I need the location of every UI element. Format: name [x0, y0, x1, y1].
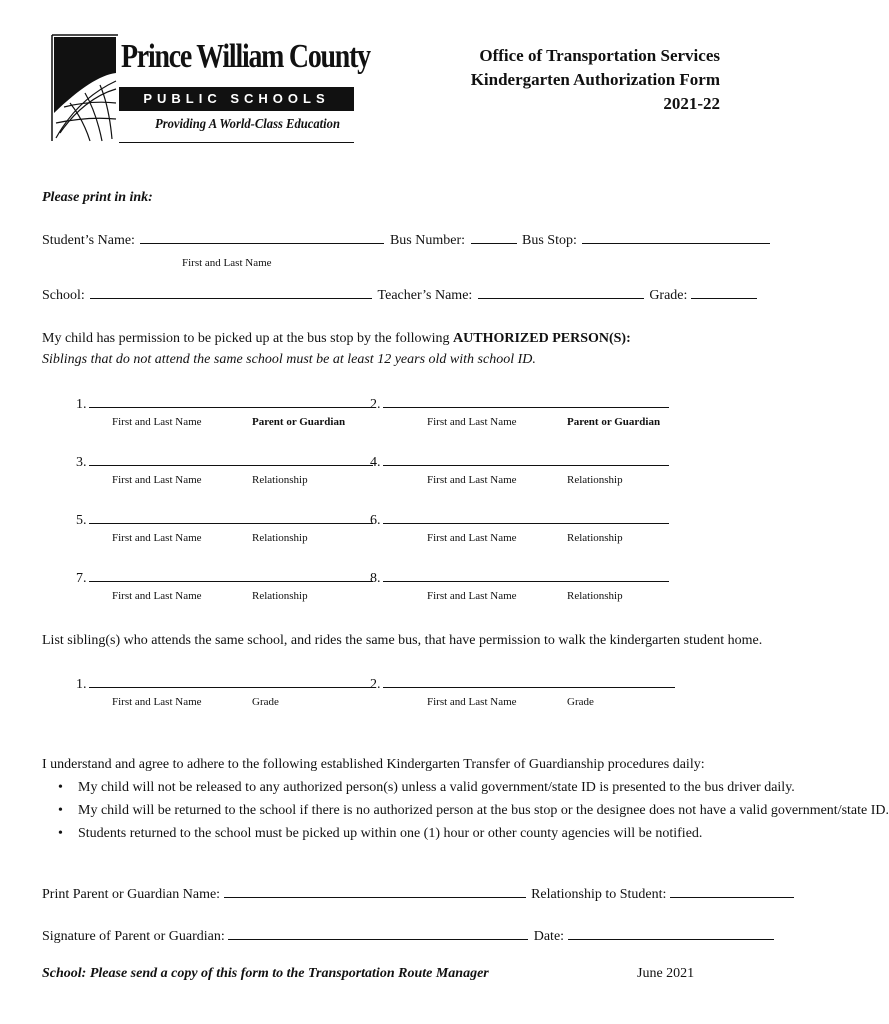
bullet-icon: •	[58, 826, 63, 841]
signature-field[interactable]	[228, 938, 528, 940]
teacher-field[interactable]	[478, 297, 644, 299]
person-name-sublabel: First and Last Name	[427, 416, 517, 428]
grade-label: Grade:	[649, 288, 688, 303]
logo-rule	[119, 142, 354, 143]
sibling-entry	[76, 677, 375, 693]
sibling-name-field[interactable]	[383, 686, 675, 688]
globe-icon	[50, 33, 118, 143]
siblings-intro: List sibling(s) who attends the same school, and rides the same bus, that have permission to walk the kindergarten student home.	[42, 633, 763, 648]
bullet-icon: •	[58, 803, 63, 818]
school-label: School:	[42, 288, 85, 303]
agreement-bullet	[58, 803, 889, 819]
student-name-label: Student’s Name:	[42, 233, 135, 248]
person-entry	[370, 397, 671, 413]
school-row	[42, 288, 759, 304]
siblings-note: Siblings that do not attend the same school must be at least 12 years old with school ID.	[42, 352, 536, 367]
person-entry	[76, 455, 375, 471]
student-name-field[interactable]	[140, 242, 384, 244]
agreement-bullet-text: Students returned to the school must be picked up within one (1) hour or other county agencies will be notified.	[78, 826, 703, 841]
bus-stop-field[interactable]	[582, 242, 770, 244]
person-name-field[interactable]	[89, 522, 373, 524]
person-number: 5.	[76, 513, 87, 528]
agreement-bullet-text: My child will not be released to any authorized person(s) unless a valid government/state ID is presented to the bus driver daily.	[78, 780, 795, 795]
person-number: 8.	[370, 571, 381, 586]
person-relationship-sublabel: Relationship	[567, 474, 623, 486]
sibling-entry	[370, 677, 677, 693]
person-entry	[76, 571, 375, 587]
footer-note: School: Please send a copy of this form to the Transportation Route Manager	[42, 966, 489, 981]
sibling-grade-sublabel: Grade	[252, 696, 279, 708]
person-name-sublabel: First and Last Name	[427, 532, 517, 544]
date-label: Date:	[533, 929, 565, 944]
student-row	[42, 233, 772, 249]
logo-title: Prince William County	[121, 38, 370, 75]
person-number: 1.	[76, 397, 87, 412]
bus-number-label: Bus Number:	[389, 233, 465, 248]
signature-row	[42, 929, 776, 945]
print-name-label: Print Parent or Guardian Name:	[42, 887, 221, 902]
person-name-sublabel: First and Last Name	[112, 532, 202, 544]
person-entry	[370, 455, 671, 471]
person-entry	[76, 513, 375, 529]
person-name-sublabel: First and Last Name	[427, 474, 517, 486]
person-number: 6.	[370, 513, 381, 528]
footer-date: June 2021	[637, 966, 695, 981]
person-relationship-sublabel: Relationship	[252, 532, 308, 544]
relationship-field[interactable]	[670, 896, 794, 898]
grade-field[interactable]	[691, 297, 757, 299]
person-name-sublabel: First and Last Name	[427, 590, 517, 602]
person-number: 2.	[370, 397, 381, 412]
person-name-field[interactable]	[383, 580, 669, 582]
teacher-label: Teacher’s Name:	[377, 288, 473, 303]
permission-bold: AUTHORIZED PERSON(S):	[453, 331, 631, 346]
form-year: 2021-22	[663, 94, 720, 113]
person-relationship-sublabel: Relationship	[252, 590, 308, 602]
date-field[interactable]	[568, 938, 774, 940]
form-title: Kindergarten Authorization Form	[470, 70, 720, 89]
person-number: 3.	[76, 455, 87, 470]
person-relationship-sublabel: Relationship	[252, 474, 308, 486]
bus-number-field[interactable]	[471, 242, 517, 244]
agreement-bullet	[58, 780, 795, 796]
signature-label: Signature of Parent or Guardian:	[42, 929, 225, 944]
person-relationship-sublabel: Parent or Guardian	[252, 416, 346, 428]
agreement-bullet	[58, 826, 702, 842]
sibling-name-field[interactable]	[89, 686, 373, 688]
person-name-sublabel: First and Last Name	[112, 474, 202, 486]
form-header	[471, 44, 720, 116]
person-relationship-sublabel: Parent or Guardian	[567, 416, 661, 428]
office-title: Office of Transportation Services	[479, 46, 720, 65]
agreement-intro: I understand and agree to adhere to the following established Kindergarten Transfer of Guardianship procedures daily:	[42, 757, 705, 772]
sibling-name-sublabel: First and Last Name	[427, 696, 517, 708]
person-name-field[interactable]	[89, 580, 373, 582]
sibling-number: 2.	[370, 677, 381, 692]
person-entry	[370, 513, 671, 529]
bus-stop-label: Bus Stop:	[522, 233, 577, 248]
print-name-row	[42, 887, 796, 903]
person-entry	[76, 397, 375, 413]
sibling-grade-sublabel: Grade	[567, 696, 594, 708]
person-number: 7.	[76, 571, 87, 586]
sibling-name-sublabel: First and Last Name	[112, 696, 202, 708]
agreement-bullet-text: My child will be returned to the school if there is no authorized person at the bus stop or the designee does not have a valid government/state ID.	[78, 803, 889, 818]
sibling-number: 1.	[76, 677, 87, 692]
person-number: 4.	[370, 455, 381, 470]
person-entry	[370, 571, 671, 587]
relationship-label: Relationship to Student:	[531, 887, 667, 902]
bullet-icon: •	[58, 780, 63, 795]
permission-text: My child has permission to be picked up at the bus stop by the following	[42, 331, 450, 346]
person-relationship-sublabel: Relationship	[567, 532, 623, 544]
logo-district-bar: PUBLIC SCHOOLS	[119, 87, 354, 111]
student-name-sublabel: First and Last Name	[182, 257, 272, 269]
school-field[interactable]	[90, 297, 372, 299]
person-relationship-sublabel: Relationship	[567, 590, 623, 602]
print-instruction: Please print in ink:	[42, 190, 153, 205]
person-name-field[interactable]	[89, 464, 373, 466]
person-name-sublabel: First and Last Name	[112, 416, 202, 428]
person-name-field[interactable]	[383, 464, 669, 466]
print-name-field[interactable]	[224, 896, 526, 898]
person-name-field[interactable]	[383, 406, 669, 408]
person-name-field[interactable]	[89, 406, 373, 408]
person-name-field[interactable]	[383, 522, 669, 524]
person-name-sublabel: First and Last Name	[112, 590, 202, 602]
permission-intro	[42, 331, 631, 347]
logo-tagline: Providing A World-Class Education	[155, 117, 340, 132]
